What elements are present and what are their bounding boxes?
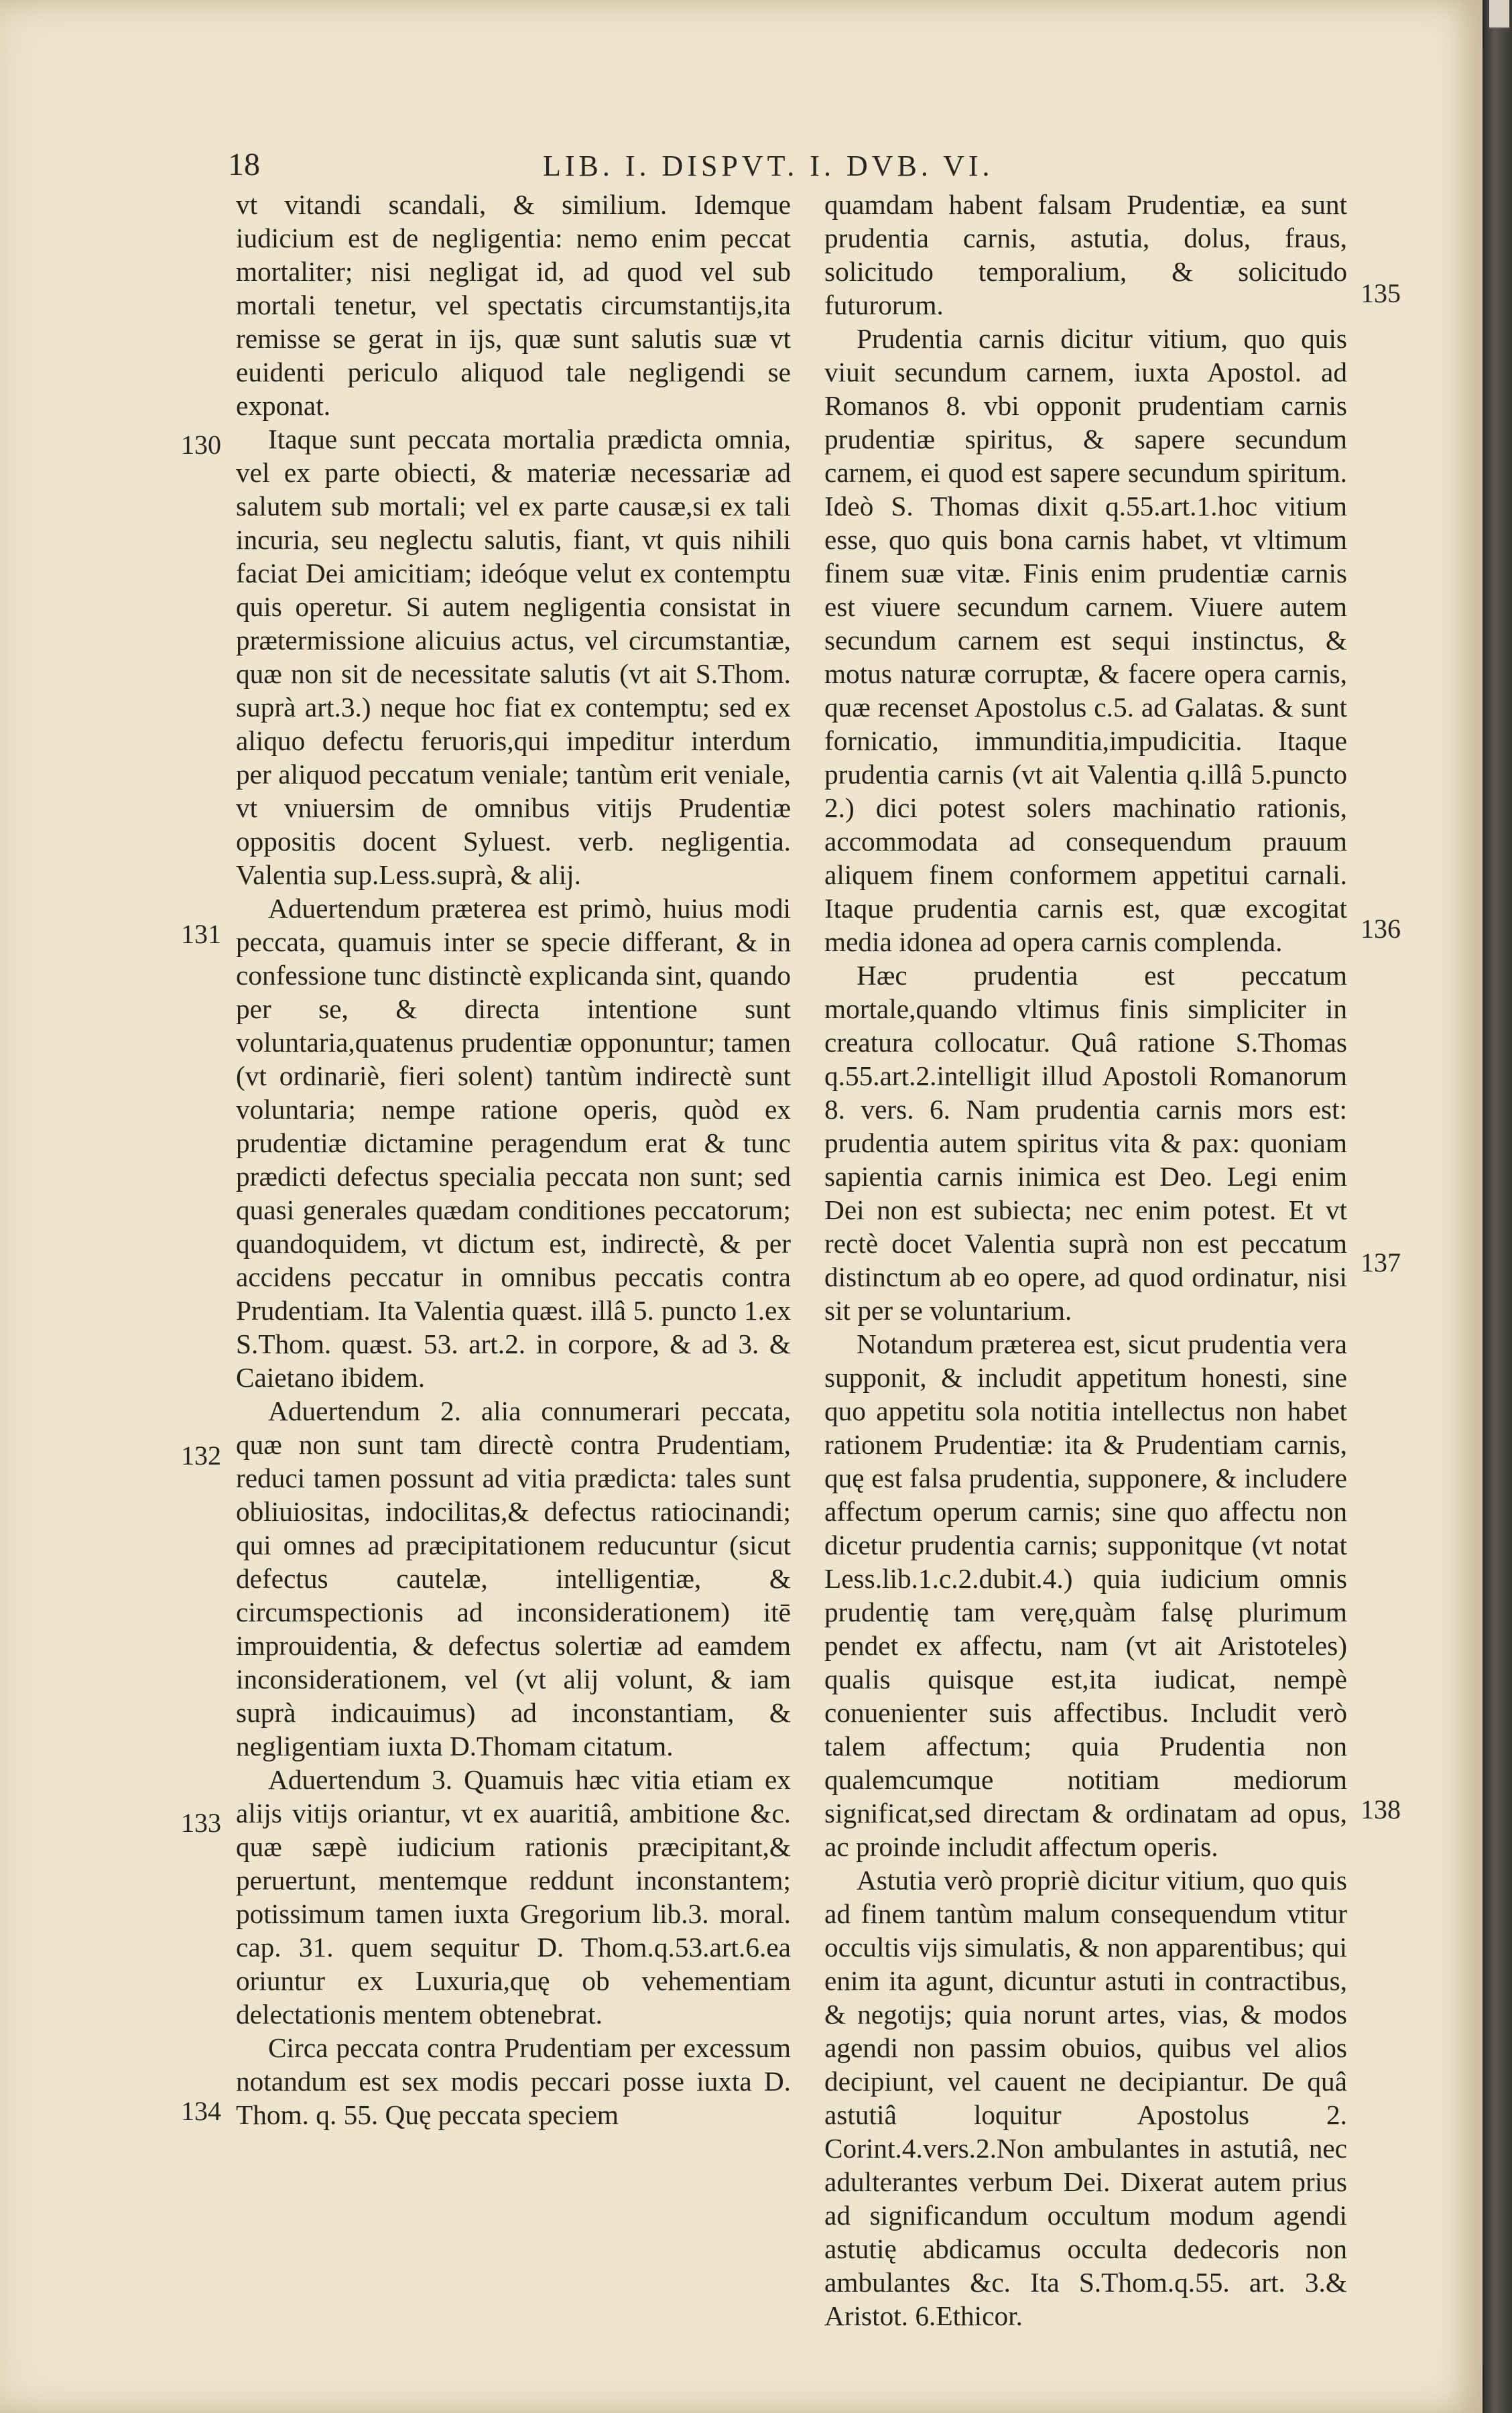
margin-number-135: 135 (1361, 278, 1401, 308)
paragraph-130: Itaque sunt peccata mortalia prædicta omnia, vel ex parte obiecti, & materiæ necessariæ ad salutem sub mortali; vel ex parte causæ,si ex tali incuria, seu neglectu salutis, fiant, vt quis nihili faciat Dei amicitiam; ideóque velut ex contemptu quis operetur. Si autem negligentia consistat in prætermissione alicuius actus, vel circumstantiæ, quæ non sit de necessitate salutis (vt ait S.Thom. suprà art.3.) neque hoc fiat ex contemptu; sed ex aliquo defectu feruoris,qui impeditur interdum per aliquod peccatum veniale; tantùm erit veniale, vt vniuersim de omnibus vitijs Prudentiæ oppositis docent Syluest. verb. negligentia. Valentia sup.Less.suprà, & alij. (236, 424, 791, 890)
margin-number-134: 134 (181, 2096, 221, 2126)
left-text-column (236, 188, 791, 2131)
margin-number-137: 137 (1361, 1247, 1401, 1278)
paragraph-continuation: vt vitandi scandali, & similium. Idemque iudicium est de negligentia: nemo enim peccat mortaliter; nisi negligat id, ad quod vel sub mortali tenetur, vel spectatis circumstantijs,ita remisse se gerat in ijs, quæ sunt salutis suæ vt euidenti periculo aliquod tale negligendi se exponat. (236, 189, 791, 421)
paragraph-136: Hæc prudentia est peccatum mortale,quando vltimus finis simpliciter in creatura collocatur. Quâ ratione S.Thomas q.55.art.2.intelligit illud Apostoli Romanorum 8. vers. 6. Nam prudentia carnis mors est: prudentia autem spiritus vita & pax: quoniam sapientia carnis inimica est Deo. Legi enim Dei non est subiecta; nec enim potest. Et vt rectè docet Valentia suprà non est peccatum distinctum ab eo opere, ad quod ordinatur, nisi sit per se voluntarium. (824, 960, 1347, 1326)
running-header (228, 146, 1501, 186)
margin-number-136: 136 (1361, 914, 1401, 944)
paragraph-134: Circa peccata contra Prudentiam per excessum notandum est sex modis peccari posse iuxta D. Thom. q. 55. Quę peccata speciem (236, 2032, 791, 2130)
margin-number-132: 132 (181, 1440, 221, 1471)
margin-number-138: 138 (1361, 1794, 1401, 1824)
margin-number-130: 130 (181, 430, 221, 460)
paragraph-138: Astutia verò propriè dicitur vitium, quo quis ad finem tantùm malum consequendum vtitur occultis vijs simulatis, & non apparentibus; qui enim ita agunt, dicuntur astuti in contractibus, & negotijs; quia norunt artes, vias, & modos agendi non passim obuios, quibus vel alios decipiunt, vel cauent ne decipiantur. De quâ astutiâ loquitur Apostolus 2. Corint.4.vers.2.Non ambulantes in astutiâ, nec adulterantes verbum Dei. Dixerat autem prius ad significandum occultum modum agendi astutię abdicamus occulta dedecoris non ambulantes &c. Ita S.Thom.q.55. art. 3.& Aristot. 6.Ethicor. (824, 1865, 1347, 2331)
paragraph-135: Prudentia carnis dicitur vitium, quo quis viuit secundum carnem, iuxta Apostol. ad Romanos 8. vbi opponit prudentiam carnis prudentiæ spiritus, & sapere secundum carnem, ei quod est sapere secundum spiritum. Ideò S. Thomas dixit q.55.art.1.hoc vitium esse, quo quis bona carnis habet, vt vltimum finem suæ vitæ. Finis enim prudentiæ carnis est viuere secundum carnem. Viuere autem secundum carnem est sequi instinctus, & motus naturæ corruptæ, & facere opera carnis, quæ recenset Apostolus c.5. ad Galatas. & sunt fornicatio, immunditia,impudicitia. Itaque prudentia carnis (vt ait Valentia q.illâ 5.puncto 2.) dici potest solers machinatio rationis, accommodata ad consequendum prauum aliquem finem conformem appetitui carnali. Itaque prudentia carnis est, quæ excogitat media idonea ad opera carnis complenda. (824, 323, 1347, 957)
margin-number-131: 131 (181, 919, 221, 949)
bleed-through-text (1153, 87, 1163, 121)
margin-number-133: 133 (181, 1808, 221, 1838)
paragraph-continuation-right: quamdam habent falsam Prudentiæ, ea sunt prudentia carnis, astutia, dolus, fraus, solicitudo temporalium, & solicitudo futurorum. (824, 189, 1347, 320)
page-number: 18 (228, 147, 260, 182)
paragraph-132: Aduertendum 2. alia connumerari peccata, quæ non sunt tam directè contra Prudentiam, reduci tamen possunt ad vitia prædicta: tales sunt obliuiositas, indocilitas,& defectus ratiocinandi; qui omnes ad præcipitationem reducuntur (sicut defectus cautelæ, intelligentiæ, & circumspectionis ad inconsiderationem) itē improuidentia, & defectus solertiæ ad eamdem inconsiderationem, vel (vt alij volunt, & iam suprà indicauimus) ad inconstantiam, & negligentiam iuxta D.Thomam citatum. (236, 1396, 791, 1761)
paragraph-131: Aduertendum præterea est primò, huius modi peccata, quamuis inter se specie differant, & in confessione tunc distinctè explicanda sint, quando per se, & directa intentione sunt voluntaria,quatenus prudentiæ opponuntur; tamen (vt ordinariè, fieri solent) tantùm indirectè sunt voluntaria; nempe ratione operis, quòd ex prudentiæ dictamine peragendum erat & tunc prædicti defectus specialia peccata non sunt; sed quasi generales quædam conditiones peccatorum; quandoquidem, vt dictum est, indirectè, & per accidens peccatur in omnibus peccatis contra Prudentiam. Ita Valentia quæst. illâ 5. puncto 1.ex S.Thom. quæst. 53. art.2. in corpore, & ad 3. & Caietano ibidem. (236, 893, 792, 1393)
paragraph-133: Aduertendum 3. Quamuis hæc vitia etiam ex alijs vitijs oriantur, vt ex auaritiâ, ambitione &c. quæ sæpè iudicium rationis præcipitant,& peruertunt, mentemque reddunt inconstantem; potissimum tamen iuxta Gregorium lib.3. moral. cap. 31. quem sequitur D. Thom.q.53.art.6.ea oriuntur ex Luxuria,quę ob vehementiam delectationis mentem obtenebrat. (236, 1764, 791, 2030)
page-edge-tab (1489, 0, 1509, 28)
paragraph-137: Notandum præterea est, sicut prudentia vera supponit, & includit appetitum honesti, sine quo appetitu sola notitia intellectus non habet rationem Prudentiæ: ita & Prudentiam carnis, quę est falsa prudentia, supponere, & includere affectum operum carnis; sine quo affectu non dicetur prudentia carnis; supponitque (vt notat Less.lib.1.c.2.dubit.4.) quia iudicium omnis prudentię tam verę,quàm falsę plurimum pendet ex affectu, nam (vt ait Aristoteles) qualis quisque est,ita iudicat, nempè conuenienter suis affectibus. Includit verò talem affectum; quia Prudentia non qualemcumque notitiam mediorum significat,sed directam & ordinatam ad opus, ac proinde includit affectum operis. (824, 1328, 1347, 1862)
running-title: LIB. I. DISPVT. I. DVB. VI. (543, 149, 994, 182)
right-text-column (824, 188, 1347, 2333)
book-spine (1483, 0, 1512, 2413)
